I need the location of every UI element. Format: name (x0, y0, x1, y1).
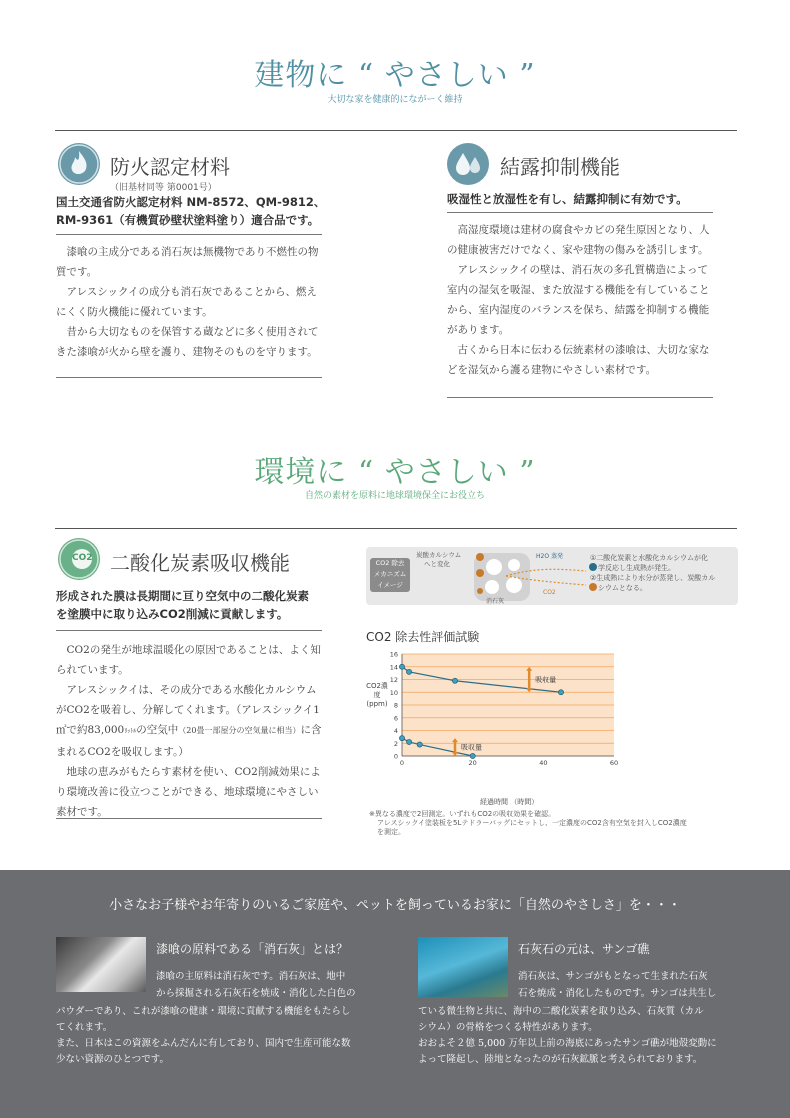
section-title-environment: 環境に “ やさしい ” (254, 455, 536, 490)
divider (447, 397, 713, 398)
divider (56, 377, 322, 378)
chart-y-tick: 8 (393, 701, 398, 710)
condensation-paragraph: 古くから日本に伝わる伝統素材の漆喰は、大切な家などを湿気から護る建物にやさしい素材です。 (447, 344, 710, 376)
fire-paragraph: アレスシックイの成分も消石灰であることから、燃えにくく防火機能に優れています。 (56, 286, 318, 318)
chart-y-tick: 0 (393, 752, 398, 761)
co2-paragraph-part: に含まれるCO2を吸収します。） (56, 724, 322, 758)
chart-y-tick: 10 (389, 688, 398, 697)
chart-annotation-label: 吸収量 (535, 676, 557, 684)
chart-y-tick: 2 (393, 739, 398, 748)
co2-icon-text: CO2 (72, 553, 93, 563)
fire-note: （旧基材同等 第0001号） (110, 183, 217, 193)
coral-reef-photo (418, 937, 508, 997)
fire-lead-2: RM-9361（有機質砂壁状塗料塗り）適合品です。 (56, 213, 320, 227)
chart-y-tick: 14 (389, 663, 398, 672)
mechanism-note: 学反応し生成熱が発生。 (598, 564, 675, 572)
co2-heading: 二酸化炭素吸収機能 (110, 551, 290, 575)
co2-lead-1: 形成された膜は長期間に亘り空気中の二酸化炭素 (56, 589, 309, 603)
chart-title: CO2 除去性評価試験 (366, 630, 480, 644)
bottom-title: 小さなお子様やお年寄りのいるご家庭や、ペットを飼っているお家に「自然のやさしさ」を・・・ (109, 898, 681, 913)
section-subtitle-building: 大切な家を健康的にながーく維持 (327, 95, 463, 105)
chart-y-tick: 16 (389, 650, 398, 659)
divider (56, 630, 322, 631)
co2-paragraph-part: の空気中 (136, 724, 179, 736)
section-title-building: 建物に “ やさしい ” (254, 58, 536, 93)
mechanism-note: ①二酸化炭素と水酸化カルシウムが化 (590, 554, 709, 562)
chart-y-tick: 4 (393, 727, 398, 735)
water-drops-icon (447, 143, 489, 185)
fire-paragraph: 昔から大切なものを保管する蔵などに多く使用されてきた漆喰が火から壁を護り、建物そのものを守ります。 (56, 326, 319, 358)
divider (447, 212, 713, 213)
chart-notes (369, 810, 739, 837)
chart-note: ※異なる濃度で2回測定。いずれもCO2の吸収効果を確認。 (369, 810, 556, 818)
chart-point (399, 664, 404, 669)
divider (55, 528, 737, 529)
chart-point (452, 678, 457, 683)
fire-paragraph: 漆喰の主成分である消石灰は無機物であり不燃性の物質です。 (56, 246, 319, 278)
left-heading: 漆喰の原料である「消石灰」とは？ (156, 942, 349, 956)
chart-point (417, 742, 422, 747)
mechanism-label: イメージ (377, 581, 403, 589)
co2-paragraph-part: アレスシックイは、その成分である水酸化カルシウムがCO2を吸着し、分解してくれます。（アレスシックイ1㎡で約83,000 (56, 684, 320, 736)
co2-paragraph (56, 680, 324, 762)
chart-x-tick: 40 (539, 759, 548, 767)
co2-lead-2: を塗膜中に取り込みCO2削減に貢献します。 (56, 607, 289, 621)
co2-paragraph: CO2の発生が地球温暖化の原因であることは、よく知られています。 (56, 644, 321, 676)
left-text-line: また、日本はこの資源をふんだんに有しており、国内で生産可能な数 (56, 1038, 351, 1049)
fire-heading: 防火認定材料 (110, 155, 230, 179)
right-text-line: シウム）の骨格をつくる特性があります。 (418, 1022, 598, 1033)
co2-paragraph-small: （20畳一部屋分の空気量に相当） (178, 726, 301, 735)
steam-label: H2O 蒸発 (536, 553, 563, 560)
chart-y-tick: 6 (393, 714, 398, 723)
co2-body (56, 640, 324, 822)
co2-label: CO2 (543, 589, 556, 596)
base-label: 消石灰 (486, 598, 505, 605)
co2-mechanism-diagram (366, 547, 738, 605)
chart-note: アレスシックイ塗装板を5Lテドラーバッグにセットし、一定濃度のCO2含有空気を封入しCO2濃度 (377, 819, 687, 827)
mechanism-step-text: 炭酸カルシウム (416, 551, 462, 559)
mechanism-note: ②生成熱により水分が蒸発し、炭酸カル (590, 574, 716, 582)
co2-paragraph: 地球の恵みがもたらす素材を使い、CO2削減効果により環境改善に役立つことができる、地球環境にやさしい素材です。 (56, 766, 321, 818)
chart-xlabel: 経過時間 （時間） (480, 798, 539, 806)
left-text-line: てくれます。 (56, 1022, 113, 1033)
condensation-lead: 吸湿性と放湿性を有し、結露抑制に有効です。 (447, 192, 688, 206)
chart-point (558, 690, 563, 695)
right-text-line: 消石灰は、サンゴがもとなって生まれた石灰 (518, 971, 708, 982)
fire-body (56, 242, 324, 362)
mechanism-notes (590, 553, 715, 593)
divider (55, 130, 737, 131)
mechanism-step-text: へと変化 (424, 560, 450, 568)
slaked-lime-photo (56, 937, 146, 992)
divider (56, 818, 322, 819)
right-text-line: 石を焼成・消化したものです。サンゴは共生し (518, 988, 717, 999)
right-text-line: ている微生物と共に、海中の二酸化炭素を取り込み、石灰質（カル (418, 1006, 704, 1017)
chart-point (406, 669, 411, 674)
mechanism-note: シウムとなる。 (598, 584, 647, 592)
co2-line-chart (362, 648, 632, 783)
section-subtitle-environment: 自然の素材を原料に地球環境保全にお役立ち (304, 491, 485, 501)
chart-point (470, 753, 475, 758)
mechanism-label: メカニズム (373, 570, 407, 578)
chart-x-tick: 0 (399, 759, 405, 767)
co2-paragraph-unit: ﾘｯﾄﾙ (124, 728, 137, 735)
left-text-line: 少ない資源のひとつです。 (56, 1054, 170, 1065)
chart-y-tick: 12 (389, 676, 398, 684)
divider (56, 234, 322, 235)
chart-point (399, 736, 404, 741)
left-text-line: から採掘される石灰石を焼成・消化した白色の (156, 988, 356, 999)
chart-x-tick: 20 (468, 759, 477, 767)
fire-lead-1: 国土交通省防火認定材料 NM-8572、QM-9812、 (56, 195, 326, 209)
chart-annotation-label: 吸収量 (461, 743, 482, 752)
right-text-line: よって隆起し、陸地となったのが石灰鉱脈と考えられております。 (418, 1054, 703, 1065)
right-text-line: おおよそ２億 5,000 万年以上前の海底にあったサンゴ礁が地殻変動に (418, 1038, 717, 1049)
chart-note: を測定。 (377, 828, 405, 836)
condensation-paragraph: アレスシックイの壁は、消石灰の多孔質構造によって室内の湿気を吸湿、また放湿する機能を有していることから、室内湿度のバランスを保ち、結露を抑制する機能があります。 (447, 264, 710, 336)
co2-leaf-icon (58, 538, 100, 580)
chart-ylabel: CO2濃度 (ppm) (366, 682, 388, 708)
mechanism-label: CO2 除去 (375, 559, 405, 567)
right-heading: 石灰石の元は、サンゴ礁 (518, 942, 650, 956)
condensation-body (447, 220, 715, 380)
chart-x-tick: 60 (609, 759, 619, 767)
left-text-line: 漆喰の主原料は消石灰です。消石灰は、地中 (156, 971, 346, 982)
left-text-line: パウダーであり、これが漆喰の健康・環境に貢献する機能をもたらし (56, 1006, 351, 1017)
mechanism-step-label (416, 551, 461, 569)
condensation-heading: 結露抑制機能 (500, 155, 620, 179)
flame-icon (58, 143, 100, 185)
chart-point (406, 739, 411, 744)
mechanism-label-box (370, 558, 410, 592)
condensation-paragraph: 高湿度環境は建材の腐食やカビの発生原因となり、人の健康被害だけでなく、家や建物の傷みを誘引します。 (447, 224, 710, 256)
